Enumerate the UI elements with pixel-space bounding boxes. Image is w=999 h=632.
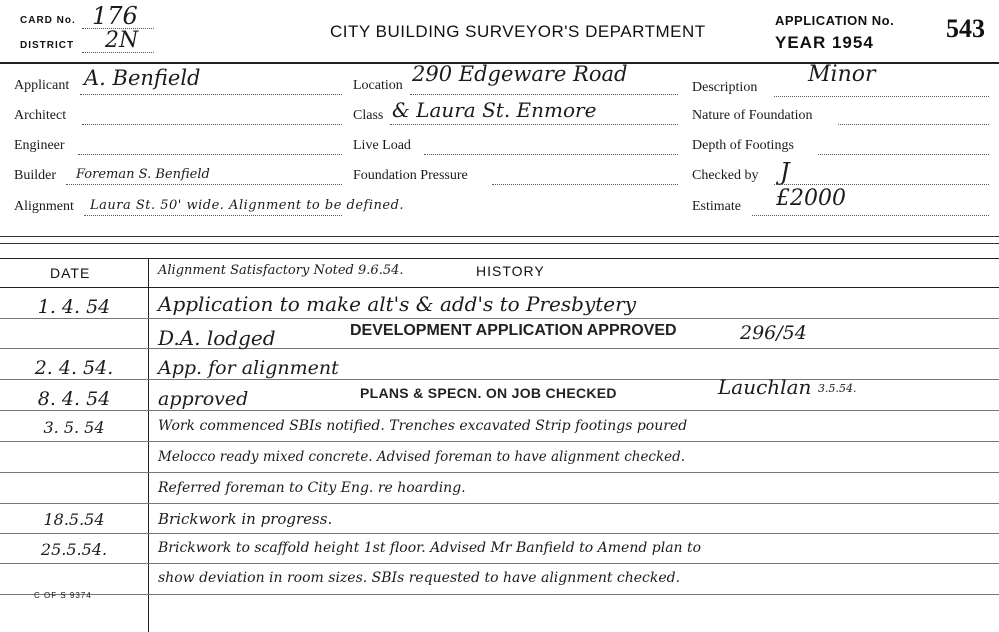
- foundation-pressure-label: Foundation Pressure: [353, 168, 468, 183]
- history-row: [0, 540, 999, 562]
- checked-by-value: J: [780, 158, 790, 186]
- history-row: [0, 292, 999, 318]
- architect-label: Architect: [14, 108, 67, 123]
- history-date: 3. 5. 54: [43, 418, 105, 437]
- class-label: Class: [353, 108, 384, 123]
- history-text: approved: [158, 388, 249, 410]
- plans-checked-signature: Lauchlan: [718, 375, 812, 399]
- history-date: 2. 4. 54.: [34, 357, 114, 379]
- applicant-value: A. Benfield: [84, 66, 201, 90]
- history-text: Brickwork in progress.: [158, 510, 333, 528]
- depth-of-footings-label: Depth of Footings: [692, 138, 794, 153]
- date-column-header: DATE: [50, 265, 91, 281]
- history-date: 18.5.54: [43, 510, 105, 529]
- form-code: C OF S 9374: [34, 591, 92, 600]
- history-text: Melocco ready mixed concrete. Advised foreman to have alignment checked.: [158, 449, 686, 465]
- application-label: APPLICATION No.: [775, 13, 895, 28]
- history-row: [0, 570, 999, 592]
- card-no-label: CARD No.: [20, 15, 76, 26]
- alignment-label: Alignment: [14, 199, 74, 214]
- builder-value: Foreman S. Benfield: [76, 167, 210, 182]
- history-header-rule: [0, 287, 999, 288]
- plans-checked-stamp: PLANS & SPECN. ON JOB CHECKED: [360, 385, 617, 401]
- history-text: Referred foreman to City Eng. re hoarding.: [158, 480, 466, 496]
- description-label: Description: [692, 80, 758, 95]
- history-top-rule: [0, 258, 999, 259]
- history-row: [0, 357, 999, 379]
- card-no-value: 176: [92, 2, 138, 30]
- history-date: 1. 4. 54: [37, 296, 111, 318]
- engineer-label: Engineer: [14, 138, 65, 153]
- history-text: D.A. lodged: [158, 326, 276, 350]
- fields-rule-2: [0, 243, 999, 244]
- estimate-value: £2000: [776, 186, 846, 211]
- history-text: Brickwork to scaffold height 1st floor. Advised Mr Banfield to Amend plan to: [158, 540, 702, 556]
- history-text: Application to make alt's & add's to Presbytery: [158, 292, 636, 316]
- plans-checked-date: 3.5.54.: [818, 382, 857, 395]
- history-date: 25.5.54.: [40, 540, 108, 559]
- history-text: Work commenced SBIs notified. Trenches excavated Strip footings poured: [158, 418, 688, 434]
- alignment-value: Laura St. 50' wide. Alignment to be defined.: [90, 198, 405, 213]
- location-label: Location: [353, 78, 403, 93]
- district-value: 2N: [105, 28, 139, 53]
- da-number: 296/54: [740, 322, 807, 344]
- history-column-header: HISTORY: [476, 263, 545, 279]
- description-value: Minor: [808, 62, 876, 87]
- live-load-label: Live Load: [353, 138, 411, 153]
- estimate-label: Estimate: [692, 199, 741, 214]
- checked-by-label: Checked by: [692, 168, 759, 183]
- location-value: 290 Edgeware Road: [412, 62, 628, 86]
- district-label: DISTRICT: [20, 40, 75, 51]
- builder-label: Builder: [14, 168, 56, 183]
- class-value: & Laura St. Enmore: [392, 98, 597, 122]
- applicant-label: Applicant: [14, 78, 70, 93]
- history-row: [0, 510, 999, 532]
- history-text: show deviation in room sizes. SBIs requested to have alignment checked.: [158, 570, 681, 586]
- department-title: CITY BUILDING SURVEYOR'S DEPARTMENT: [330, 22, 706, 41]
- year-label: YEAR 1954: [775, 33, 874, 52]
- history-row: [0, 449, 999, 471]
- history-row: [0, 418, 999, 440]
- application-number: 543: [946, 14, 985, 43]
- history-date: 8. 4. 54: [37, 388, 111, 410]
- alignment-note: Alignment Satisfactory Noted 9.6.54.: [158, 263, 404, 278]
- da-approved-stamp: DEVELOPMENT APPLICATION APPROVED: [350, 322, 677, 339]
- history-row: [0, 480, 999, 502]
- nature-of-foundation-label: Nature of Foundation: [692, 108, 813, 123]
- fields-rule-1: [0, 236, 999, 237]
- history-text: App. for alignment: [158, 357, 339, 379]
